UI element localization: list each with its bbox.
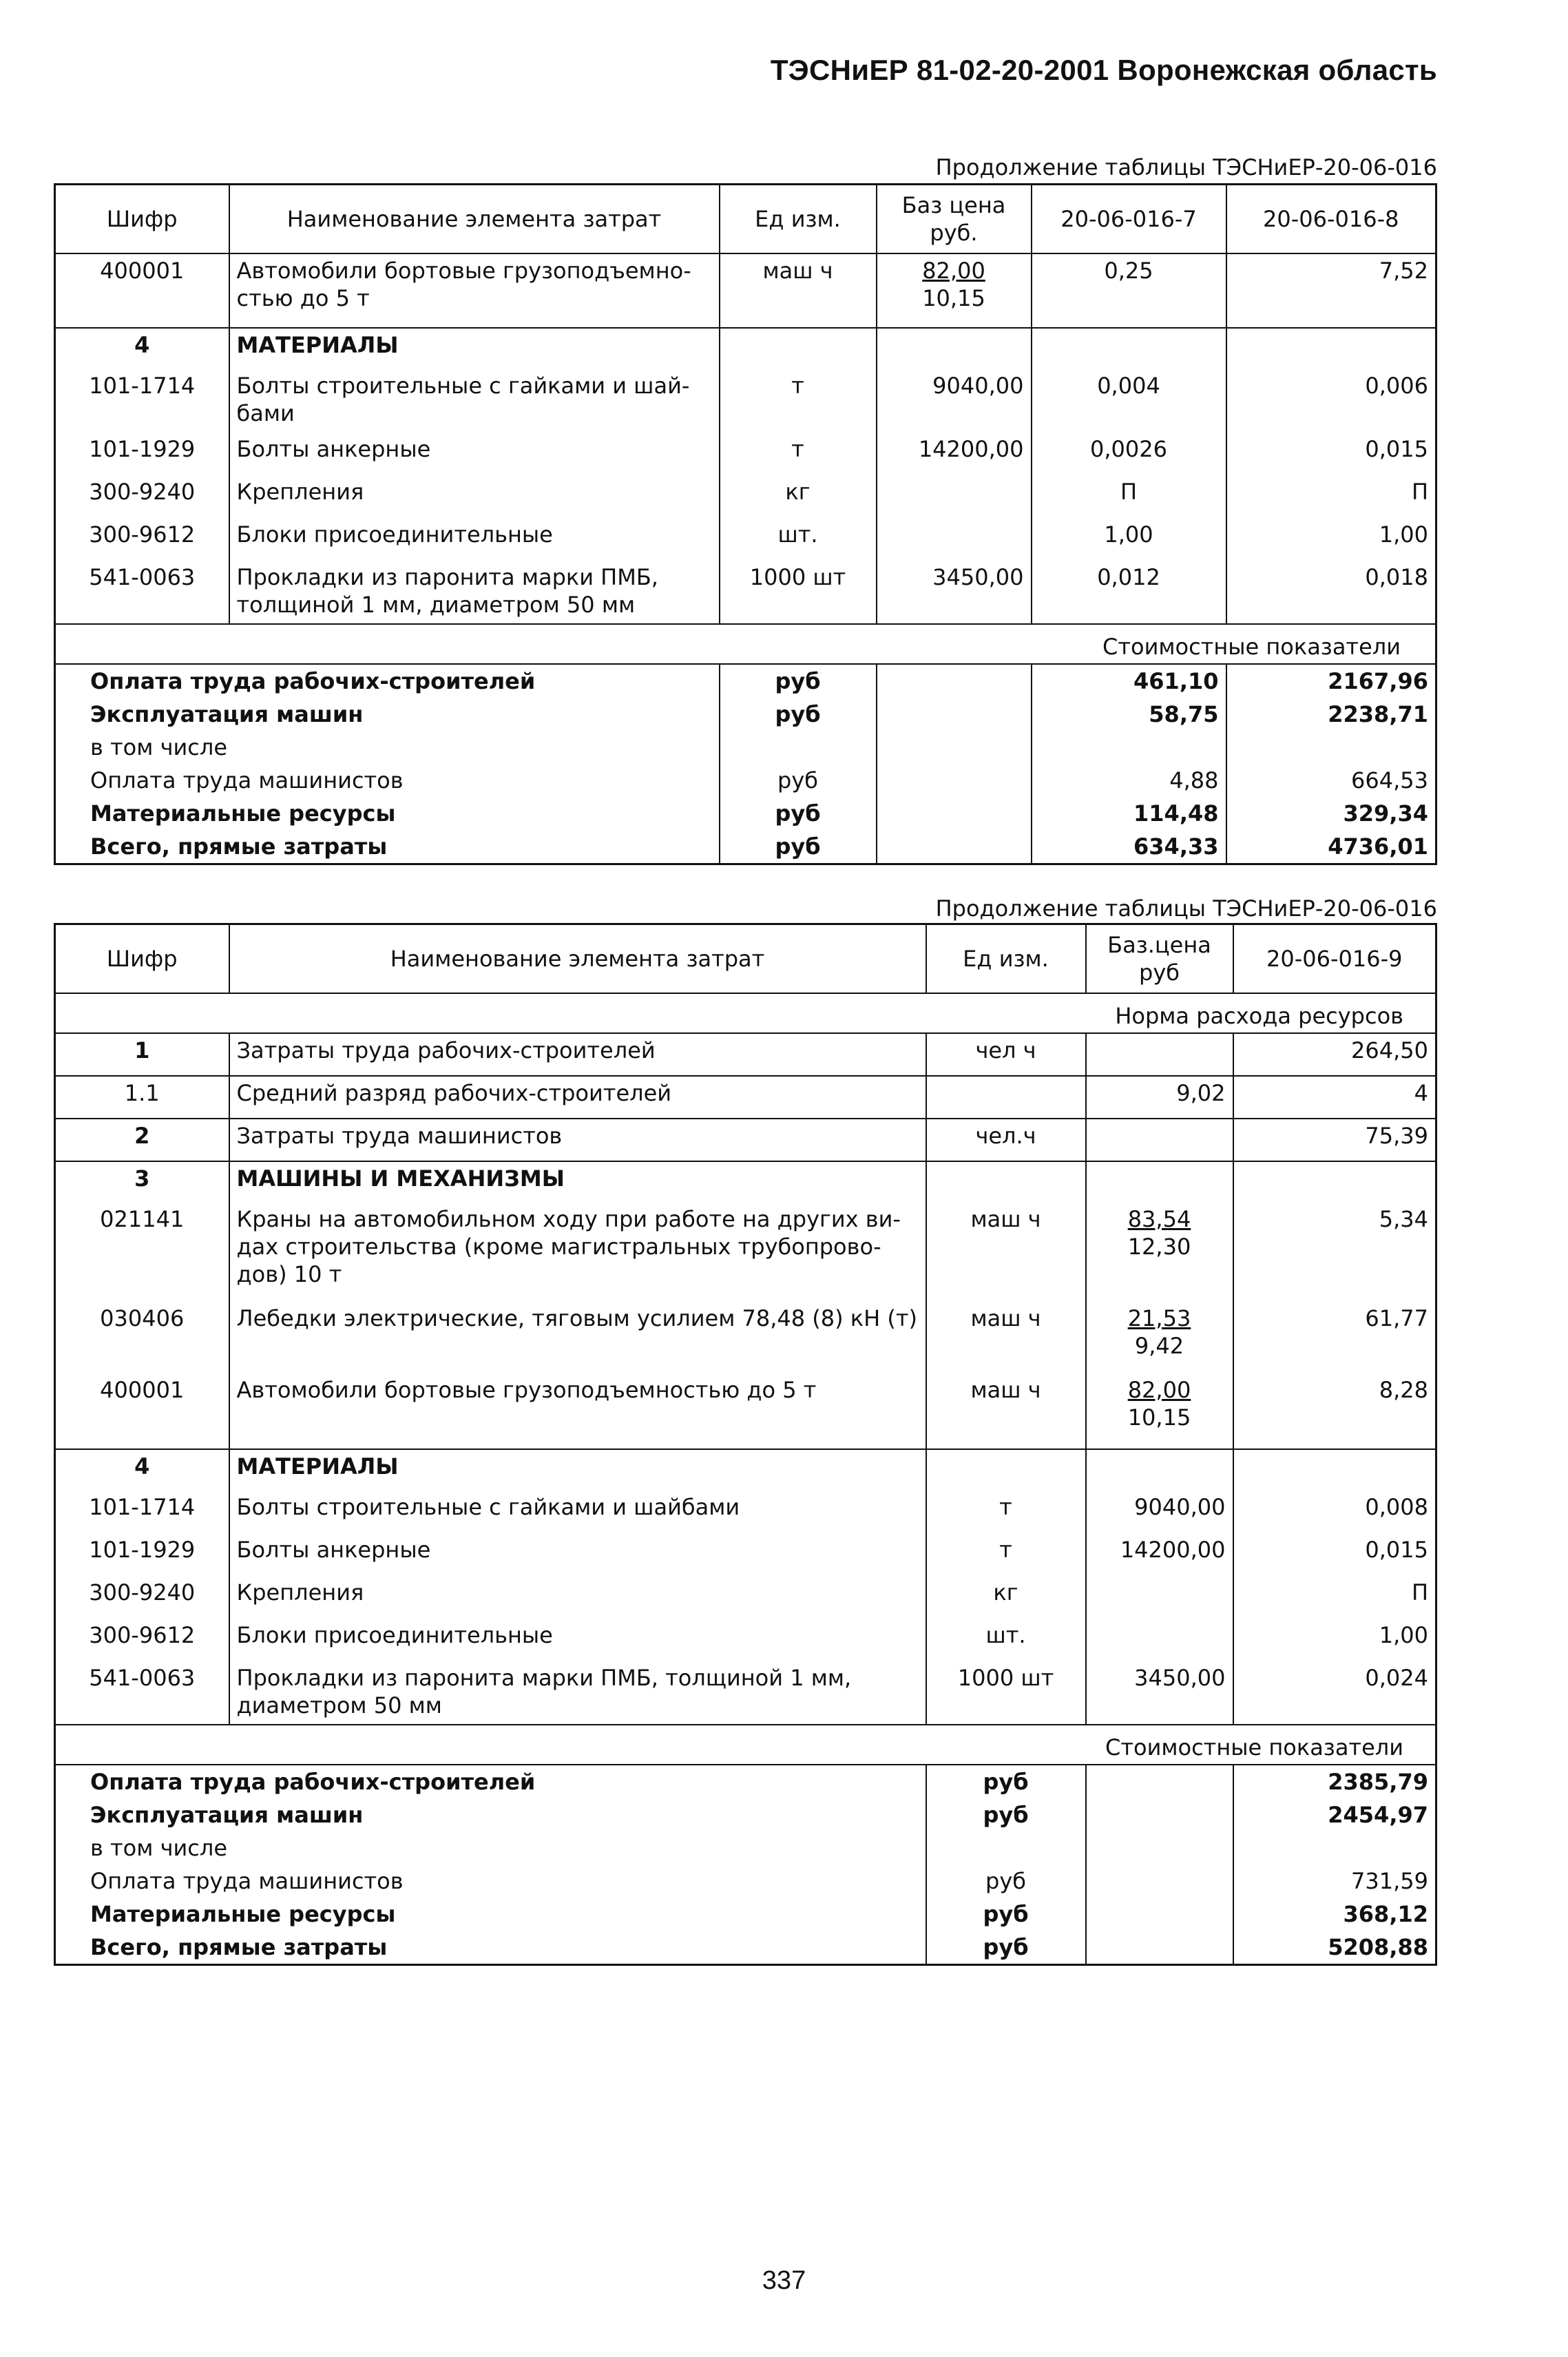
resource-name: Крепления: [229, 475, 720, 518]
resource-unit: кг: [720, 475, 877, 518]
resource-unit: маш ч: [926, 1302, 1086, 1373]
empty-cell: [926, 1449, 1086, 1491]
cost-label: Оплата труда рабочих-строителей: [55, 1765, 926, 1798]
base-price-cell: [1086, 1373, 1233, 1449]
empty-cell: [877, 698, 1032, 731]
cost-label: Оплата труда машинистов: [55, 764, 720, 797]
norm-title-row: [55, 993, 1436, 1033]
empty-cell: [1086, 1798, 1233, 1831]
cost-label: Оплата труда машинистов: [55, 1865, 926, 1898]
resource-unit: маш ч: [926, 1373, 1086, 1449]
table-row: [55, 1619, 1436, 1661]
base-price-cell: [1086, 1302, 1233, 1373]
cost-value-2: [1226, 731, 1436, 764]
cost-value-1: 2454,97: [1328, 1801, 1428, 1828]
norm-value-1: 61,77: [1365, 1305, 1428, 1331]
cost-value-2: 4736,01: [1328, 833, 1428, 860]
resource-code: 300-9612: [55, 518, 229, 561]
table-row: [55, 369, 1436, 433]
resource-unit: чел.ч: [926, 1119, 1086, 1161]
table-row: [55, 1373, 1436, 1449]
section-title: МАТЕРИАЛЫ: [229, 1449, 926, 1491]
resource-name: Краны на автомобильном ходу при работе на других ви-дах строительства (кроме магистральных трубопрово-дов) 10 т: [229, 1203, 926, 1302]
resource-code: 1.1: [55, 1076, 229, 1119]
resource-unit: чел ч: [926, 1033, 1086, 1076]
document-header: ТЭСНиЕР 81-02-20-2001 Воронежская область: [770, 54, 1437, 86]
empty-cell: [1032, 328, 1226, 369]
norm-value-2: 1,00: [1379, 521, 1428, 548]
table1-header-row: [55, 185, 1436, 253]
norm-value-1: П: [1411, 1579, 1428, 1606]
resource-name: Затраты труда рабочих-строителей: [229, 1033, 926, 1076]
empty-cell: [877, 664, 1032, 698]
norm-value-2: 0,006: [1365, 372, 1428, 399]
page-number: 337: [762, 2266, 806, 2295]
cost-label: Эксплуатация машин: [55, 1798, 926, 1831]
header-code: Шифр: [55, 185, 229, 253]
base-price: 14200,00: [877, 433, 1032, 475]
norm-title: Норма расхода ресурсов: [55, 993, 1436, 1033]
norm-value-1: П: [1032, 475, 1226, 518]
table2-header-row: [55, 924, 1436, 993]
cost-value-1: 58,75: [1032, 698, 1226, 731]
cost-label: Эксплуатация машин: [55, 698, 720, 731]
resource-name: Болты анкерные: [229, 1533, 926, 1576]
base-price: [877, 475, 1032, 518]
table2-body: [55, 993, 1436, 1965]
norm-value-2: 0,015: [1365, 435, 1428, 462]
cost-value-2: 2238,71: [1328, 700, 1428, 727]
section-number: 3: [55, 1161, 229, 1203]
resource-code: 300-9240: [55, 475, 229, 518]
cost-row: [55, 664, 1436, 698]
empty-cell: [1086, 1865, 1233, 1898]
resource-name: Автомобили бортовые грузоподъемностью до 5 т: [229, 1373, 926, 1449]
resource-code: 541-0063: [55, 1661, 229, 1725]
header-code: Шифр: [55, 924, 229, 993]
cost-label: Оплата труда рабочих-строителей: [55, 664, 720, 698]
norm-value-2: П: [1411, 478, 1428, 505]
section-title: МАШИНЫ И МЕХАНИЗМЫ: [229, 1161, 926, 1203]
header-col1: 20-06-016-9: [1233, 924, 1436, 993]
cost-unit: руб: [926, 1931, 1086, 1965]
base-price-value: 83,54: [1127, 1205, 1191, 1232]
resource-code: 101-1714: [55, 1491, 229, 1533]
table-row: [55, 475, 1436, 518]
resource-unit: шт.: [720, 518, 877, 561]
machinist-wage-value: 12,30: [1127, 1233, 1191, 1260]
cost-unit: руб: [720, 830, 877, 864]
cost-label: Всего, прямые затраты: [55, 1931, 926, 1965]
resource-code: 101-1714: [55, 369, 229, 433]
base-price: [877, 518, 1032, 561]
cost-value-1: 731,59: [1351, 1867, 1428, 1894]
cost-row: [55, 1898, 1436, 1931]
resource-code: 400001: [55, 253, 229, 328]
base-price-value: 82,00: [922, 257, 985, 284]
norm-value-1: 0,004: [1032, 369, 1226, 433]
resource-name: Болты строительные с гайками и шайбами: [229, 1491, 926, 1533]
base-price-cell: [877, 253, 1032, 328]
section-title: МАТЕРИАЛЫ: [229, 328, 720, 369]
header-col1: 20-06-016-7: [1032, 185, 1226, 253]
cost-value-1: 5208,88: [1328, 1933, 1428, 1960]
resource-unit: 1000 шт: [720, 561, 877, 624]
cost-label: Материальные ресурсы: [55, 1898, 926, 1931]
norm-value-1: 0,008: [1365, 1493, 1428, 1520]
section-header-materials: [55, 1449, 1436, 1491]
table-row: [55, 1661, 1436, 1725]
base-price-value: 21,53: [1127, 1305, 1191, 1331]
resource-name: Автомобили бортовые грузоподъемно-стью до 5 т: [229, 253, 720, 328]
norm-value-1: 1,00: [1032, 518, 1226, 561]
cost-value-1: 368,12: [1343, 1900, 1428, 1927]
empty-cell: [1086, 1449, 1233, 1491]
resource-unit: т: [926, 1533, 1086, 1576]
resource-code: 101-1929: [55, 433, 229, 475]
cost-value-1: [1032, 731, 1226, 764]
empty-cell: [1086, 1898, 1233, 1931]
cost-unit: [926, 1831, 1086, 1865]
resource-name: Блоки присоединительные: [229, 1619, 926, 1661]
table1: [54, 183, 1437, 865]
cost-unit: руб: [720, 764, 877, 797]
base-price: [1086, 1119, 1233, 1161]
resource-code: 300-9240: [55, 1576, 229, 1619]
empty-cell: [1233, 1449, 1436, 1491]
labor-row: [55, 1076, 1436, 1119]
cost-value-1: 4,88: [1032, 764, 1226, 797]
header-col2: 20-06-016-8: [1226, 185, 1436, 253]
table-row: [55, 561, 1436, 624]
cost-value-1: 634,33: [1032, 830, 1226, 864]
cost-row: [55, 1831, 1436, 1865]
empty-cell: [877, 731, 1032, 764]
machinist-wage-value: 10,15: [1127, 1404, 1191, 1431]
resource-name: Блоки присоединительные: [229, 518, 720, 561]
norm-value-1: 0,024: [1365, 1664, 1428, 1691]
base-price: 3450,00: [877, 561, 1032, 624]
norm-value-2: 7,52: [1379, 257, 1428, 284]
header-unit: Ед изм.: [926, 924, 1086, 993]
empty-cell: [1086, 1931, 1233, 1965]
cost-unit: руб: [926, 1898, 1086, 1931]
section-header-machines: [55, 1161, 1436, 1203]
header-unit: Ед изм.: [720, 185, 877, 253]
norm-value-1: 8,28: [1379, 1376, 1428, 1403]
cost-row: [55, 797, 1436, 830]
cost-unit: руб: [720, 664, 877, 698]
norm-value-1: 0,015: [1365, 1536, 1428, 1563]
cost-indicators-title: Стоимостные показатели: [55, 1725, 1436, 1765]
base-price: [1086, 1619, 1233, 1661]
empty-cell: [877, 764, 1032, 797]
cost-row: [55, 1798, 1436, 1831]
resource-unit: т: [720, 433, 877, 475]
norm-value-1: 5,34: [1379, 1205, 1428, 1232]
base-price-cell: [1086, 1203, 1233, 1302]
base-price: 9040,00: [1086, 1491, 1233, 1533]
table-row: [55, 1302, 1436, 1373]
cost-row: [55, 1931, 1436, 1965]
cost-label: Всего, прямые затраты: [55, 830, 720, 864]
cost-row: [55, 830, 1436, 864]
table-row: [55, 1491, 1436, 1533]
empty-cell: [1226, 328, 1436, 369]
header-name: Наименование элемента затрат: [229, 185, 720, 253]
cost-row: [55, 764, 1436, 797]
section-number: 4: [55, 1449, 229, 1491]
base-price: [1086, 1033, 1233, 1076]
norm-value-2: 0,018: [1365, 563, 1428, 590]
resource-unit: т: [720, 369, 877, 433]
cost-label: в том числе: [55, 1831, 926, 1865]
labor-row: [55, 1119, 1436, 1161]
header-price: Баз.цена руб: [1086, 924, 1233, 993]
base-price: 14200,00: [1086, 1533, 1233, 1576]
resource-code: 101-1929: [55, 1533, 229, 1576]
table-row: [55, 1533, 1436, 1576]
empty-cell: [1233, 1161, 1436, 1203]
cost-unit: [720, 731, 877, 764]
table-row: [55, 1576, 1436, 1619]
base-price: [1086, 1576, 1233, 1619]
resource-unit: 1000 шт: [926, 1661, 1086, 1725]
cost-value-1: 114,48: [1032, 797, 1226, 830]
empty-cell: [1086, 1161, 1233, 1203]
table2-continuation-caption: Продолжение таблицы ТЭСНиЕР-20-06-016: [935, 895, 1437, 922]
cost-value-2: 2167,96: [1328, 667, 1428, 694]
cost-unit: руб: [926, 1798, 1086, 1831]
resource-name: Затраты труда машинистов: [229, 1119, 926, 1161]
section-number: 4: [55, 328, 229, 369]
empty-cell: [877, 328, 1032, 369]
norm-value-1: 0,25: [1032, 253, 1226, 328]
cost-value-1: 2385,79: [1328, 1768, 1428, 1795]
cost-indicators-title-row: [55, 624, 1436, 664]
norm-value-1: 264,50: [1233, 1033, 1436, 1076]
resource-unit: т: [926, 1491, 1086, 1533]
section-header-materials: [55, 328, 1436, 369]
resource-unit: [926, 1076, 1086, 1119]
cost-row: [55, 698, 1436, 731]
table2: [54, 923, 1437, 1966]
resource-name: Прокладки из паронита марки ПМБ, толщиной 1 мм, диаметром 50 мм: [229, 561, 720, 624]
cost-unit: руб: [720, 797, 877, 830]
empty-cell: [926, 1161, 1086, 1203]
machinist-wage-value: 10,15: [922, 284, 985, 311]
resource-name: Болты строительные с гайками и шай-бами: [229, 369, 720, 433]
base-price: 9,02: [1086, 1076, 1233, 1119]
resource-code: 030406: [55, 1302, 229, 1373]
resource-name: Болты анкерные: [229, 433, 720, 475]
table1-continuation-caption: Продолжение таблицы ТЭСНиЕР-20-06-016: [935, 154, 1437, 180]
resource-code: 1: [55, 1033, 229, 1076]
resource-code: 2: [55, 1119, 229, 1161]
norm-value-1: 0,0026: [1032, 433, 1226, 475]
cost-row: [55, 1765, 1436, 1798]
cost-value-1: [1233, 1831, 1436, 1865]
resource-name: Прокладки из паронита марки ПМБ, толщиной 1 мм, диаметром 50 мм: [229, 1661, 926, 1725]
table-row: [55, 433, 1436, 475]
table-row: [55, 1203, 1436, 1302]
cost-label: Материальные ресурсы: [55, 797, 720, 830]
resource-name: Крепления: [229, 1576, 926, 1619]
base-price: 3450,00: [1086, 1661, 1233, 1725]
empty-cell: [877, 830, 1032, 864]
table-row: [55, 253, 1436, 328]
cost-row: [55, 731, 1436, 764]
resource-unit: шт.: [926, 1619, 1086, 1661]
empty-cell: [1086, 1831, 1233, 1865]
table-row: [55, 518, 1436, 561]
norm-value-1: 0,012: [1032, 561, 1226, 624]
resource-name: Средний разряд рабочих-строителей: [229, 1076, 926, 1119]
resource-code: 021141: [55, 1203, 229, 1302]
resource-code: 541-0063: [55, 561, 229, 624]
header-price: Баз цена руб.: [877, 185, 1032, 253]
cost-unit: руб: [926, 1865, 1086, 1898]
resource-unit: маш ч: [720, 253, 877, 328]
empty-cell: [877, 797, 1032, 830]
empty-cell: [1086, 1765, 1233, 1798]
cost-value-2: 329,34: [1343, 800, 1428, 827]
resource-name: Лебедки электрические, тяговым усилием 78,48 (8) кН (т): [229, 1302, 926, 1373]
cost-unit: руб: [926, 1765, 1086, 1798]
resource-code: 400001: [55, 1373, 229, 1449]
labor-row: [55, 1033, 1436, 1076]
cost-value-2: 664,53: [1351, 767, 1428, 793]
empty-cell: [720, 328, 877, 369]
resource-code: 300-9612: [55, 1619, 229, 1661]
resource-unit: кг: [926, 1576, 1086, 1619]
header-name: Наименование элемента затрат: [229, 924, 926, 993]
resource-unit: маш ч: [926, 1203, 1086, 1302]
norm-value-1: 4: [1414, 1079, 1428, 1106]
machinist-wage-value: 9,42: [1134, 1332, 1184, 1359]
table1-body: [55, 253, 1436, 864]
norm-value-1: 1,00: [1379, 1621, 1428, 1648]
norm-value-1: 75,39: [1233, 1119, 1436, 1161]
cost-label: в том числе: [55, 731, 720, 764]
cost-indicators-title: Стоимостные показатели: [55, 624, 1436, 664]
cost-row: [55, 1865, 1436, 1898]
cost-unit: руб: [720, 698, 877, 731]
cost-value-1: 461,10: [1032, 664, 1226, 698]
base-price-value: 82,00: [1127, 1376, 1191, 1403]
cost-indicators-title-row: [55, 1725, 1436, 1765]
base-price: 9040,00: [877, 369, 1032, 433]
